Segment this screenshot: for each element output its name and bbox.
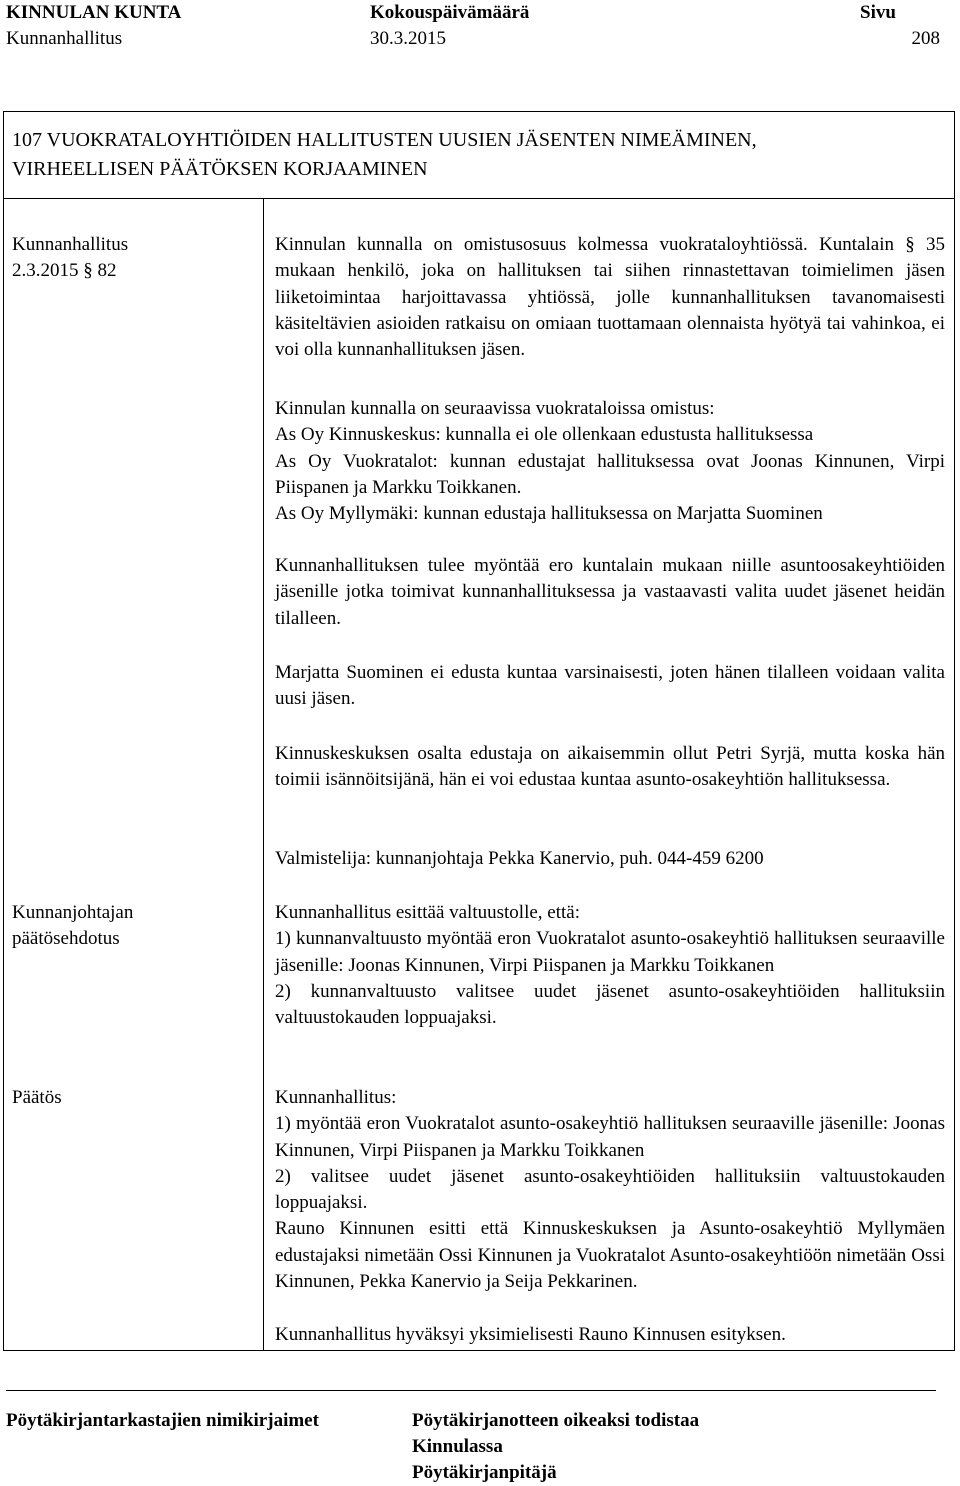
meeting-ref-number: 2.3.2015 § 82 [12, 260, 117, 281]
footer-divider [6, 1390, 936, 1391]
proposal-section [275, 900, 945, 1031]
preparation-section [275, 232, 945, 363]
prep-paragraph-1: Kinnulan kunnalla on omistusosuus kolmessa vuokrataloyhtiössä. Kuntalain § 35 mukaan henkilö, joka on hallituksen tai siihen rinnastettavan toimielimen jäsen liiketoimintaa harjoittavassa yhtiössä, jolle kunnanhallituksen tavanomaisesti käsiteltävien asioiden ratkaisu on omiaan tuottamaan olennaista hyötyä tai vahinkoa, ei voi olla kunnanhallituksen jäsen. [275, 234, 945, 361]
footer-certify-label: Pöytäkirjanotteen oikeaksi todistaa [412, 1410, 700, 1431]
meeting-ref-body: Kunnanhallitus [12, 234, 129, 255]
section-title [12, 126, 947, 184]
decision-item-3: Rauno Kinnunen esitti että Kinnuskeskuksen ja Asunto-osakeyhtiö Myllymäen edustajaksi nimetään Ossi Kinnunen ja Vuokratalot Asunto-osakeyhtiöön nimetään Ossi Kinnunen, Pekka Kanervio ja Seija Pekkarinen. [275, 1218, 945, 1293]
header-page-block [860, 0, 940, 52]
decision-item-2: 2) valitsee uudet jäsenet asunto-osakeyhtiöiden hallituksiin valtuustokauden loppuajaksi. [275, 1165, 945, 1214]
header-org: KINNULAN KUNTA [6, 2, 182, 23]
footer-secretary-label: Pöytäkirjanpitäjä [412, 1462, 557, 1483]
prep-paragraph-5-wrap [275, 741, 945, 794]
prep-ownership-line-3: As Oy Myllymäki: kunnan edustaja hallituksessa on Marjatta Suominen [275, 503, 823, 525]
preparer-wrap [275, 846, 945, 872]
footer-left [6, 1408, 319, 1434]
meeting-ref [12, 232, 257, 284]
header-date-label: Kokouspäivämäärä [370, 2, 530, 23]
decision-final: Kunnanhallitus hyväksyi yksimielisesti Rauno Kinnusen esityksen. [275, 1324, 786, 1345]
prep-paragraph-4-wrap [275, 660, 945, 713]
preparer-line: Valmistelija: kunnanjohtaja Pekka Kanervio, puh. 044-459 6200 [275, 848, 764, 869]
footer-place-label: Kinnulassa [412, 1436, 503, 1457]
decision-intro: Kunnanhallitus: [275, 1087, 397, 1108]
prep-paragraph-5: Kinnuskeskuksen osalta edustaja on aikaisemmin ollut Petri Syrjä, mutta koska hän toimii isännöitsijänä, hän ei voi edustaa kuntaa asunto-osakeyhtiön hallituksessa. [275, 743, 945, 791]
decision-final-wrap [275, 1322, 945, 1348]
header-body: Kunnanhallitus [6, 28, 123, 49]
proposal-label: Kunnanjohtajan päätösehdotus [12, 902, 134, 949]
prep-paragraph-4: Marjatta Suominen ei edusta kuntaa varsinaisesti, joten hänen tilalleen voidaan valita uusi jäsen. [275, 662, 945, 710]
ownership-list [275, 396, 945, 527]
decision-section [275, 1085, 945, 1295]
prep-paragraph-3: Kunnanhallituksen tulee myöntää ero kuntalain mukaan niille asuntoosakeyhtiöiden jäsenille jotka toimivat kunnanhallituksessa ja vastaavasti valita uudet jäsenet heidän tilalleen. [275, 555, 945, 629]
header-org-block [6, 0, 181, 52]
prep-ownership-line-1: As Oy Kinnuskeskus: kunnalla ei ole ollenkaan edustusta hallituksessa [275, 424, 814, 446]
title-divider [3, 198, 955, 199]
header-page-label: Sivu [860, 2, 896, 23]
column-divider [263, 199, 264, 1351]
decision-item-1: 1) myöntää eron Vuokratalot asunto-osakeyhtiö hallituksen seuraaville jäsenille: Joonas Kinnunen, Virpi Piispanen ja Markku Toikkanen [275, 1113, 945, 1161]
prep-paragraph-3-wrap [275, 553, 945, 632]
section-title-line2: VIRHEELLISEN PÄÄTÖKSEN KORJAAMINEN [12, 158, 428, 180]
header-date-block [370, 0, 529, 52]
prep-ownership-line-2: As Oy Vuokratalot: kunnan edustajat hallituksessa ovat Joonas Kinnunen, Virpi Piispanen ja Markku Toikkanen. [275, 450, 945, 498]
prep-ownership-intro: Kinnulan kunnalla on seuraavissa vuokrataloissa omistus: [275, 398, 715, 419]
section-title-line1: 107 VUOKRATALOYHTIÖIDEN HALLITUSTEN UUSIEN JÄSENTEN NIMEÄMINEN, [12, 129, 757, 151]
footer-reviewers-label: Pöytäkirjantarkastajien nimikirjaimet [6, 1410, 319, 1431]
header-date: 30.3.2015 [370, 28, 446, 49]
proposal-item-2: 2) kunnanvaltuusto valitsee uudet jäsenet asunto-osakeyhtiöiden hallituksiin valtuustokauden loppuajaksi. [275, 980, 945, 1029]
decision-label: Päätös [12, 1087, 62, 1108]
proposal-item-1: 1) kunnanvaltuusto myöntää eron Vuokratalot asunto-osakeyhtiö hallituksen seuraaville jäsenille: Joonas Kinnunen, Virpi Piispanen ja Markku Toikkanen [275, 928, 945, 976]
proposal-intro: Kunnanhallitus esittää valtuustolle, että: [275, 902, 580, 923]
header-page-number: 208 [911, 28, 940, 49]
footer-right [412, 1408, 699, 1486]
